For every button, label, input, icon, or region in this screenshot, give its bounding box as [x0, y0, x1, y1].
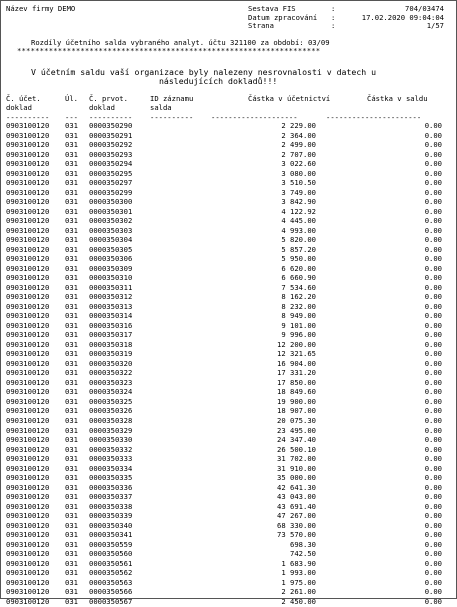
amount-accounting-cell: 7 534.60 — [281, 282, 316, 292]
warning-message-line2: následujících dokladů!!! — [159, 76, 278, 86]
primary-doc-cell: 0000350337 — [89, 492, 133, 502]
col-header-amount-balance — [367, 95, 428, 104]
primary-doc-cell: 0000350295 — [89, 168, 133, 178]
ul-cell: 031 — [65, 501, 78, 511]
amount-accounting-cell: 24 347.40 — [277, 435, 316, 445]
ul-cell: 031 — [65, 254, 78, 264]
ul-cell: 031 — [65, 520, 78, 530]
primary-doc-cell: 0000350559 — [89, 539, 133, 549]
amount-accounting-cell: 20 075.30 — [277, 415, 316, 425]
doc-number-cell: 0903100120 — [6, 396, 50, 406]
amount-accounting-cell: 4 122.92 — [281, 206, 316, 216]
primary-doc-cell: 0000350338 — [89, 501, 133, 511]
amount-balance-cell: 0.00 — [424, 320, 442, 330]
doc-number-cell: 0903100120 — [6, 216, 50, 226]
ul-cell: 031 — [65, 235, 78, 245]
date-label: Datum zpracování — [248, 12, 318, 22]
ul-cell: 031 — [65, 311, 78, 321]
doc-number-cell: 0903100120 — [6, 501, 50, 511]
amount-balance-cell: 0.00 — [424, 482, 442, 492]
doc-number-cell: 0903100120 — [6, 225, 50, 235]
amount-accounting-cell: 23 495.00 — [277, 425, 316, 435]
amount-balance-cell: 0.00 — [424, 292, 442, 302]
col-header-amount-accounting-line1: Částka v účetnictví — [248, 94, 331, 103]
ul-cell: 031 — [65, 587, 78, 597]
primary-doc-cell: 0000350304 — [89, 235, 133, 245]
amount-balance-cell: 0.00 — [424, 473, 442, 483]
amount-accounting-cell: 3 080.00 — [281, 168, 316, 178]
report-value: 704/03474 — [405, 4, 444, 13]
doc-number-cell: 0903100120 — [6, 425, 50, 435]
doc-number-cell: 0903100120 — [6, 539, 50, 549]
ul-cell: 031 — [65, 282, 78, 292]
warning-message-line1: V účetním saldu vaší organizace byly nalezeny nesrovnalosti v datech u — [31, 67, 377, 77]
doc-number-cell: 0903100120 — [6, 330, 50, 340]
amount-balance-cell: 0.00 — [424, 349, 442, 359]
doc-number-cell: 0903100120 — [6, 482, 50, 492]
amount-accounting-cell: 4 445.00 — [281, 216, 316, 226]
doc-number-cell: 0903100120 — [6, 301, 50, 311]
doc-number-cell: 0903100120 — [6, 435, 50, 445]
ul-cell: 031 — [65, 596, 78, 606]
col-rule: ---------- — [150, 114, 194, 122]
amount-balance-cell: 0.00 — [424, 501, 442, 511]
amount-accounting-cell: 12 321.65 — [277, 349, 316, 359]
amount-balance-cell: 0.00 — [424, 339, 442, 349]
doc-number-cell: 0903100120 — [6, 130, 50, 140]
date-row — [248, 14, 444, 23]
doc-number-cell: 0903100120 — [6, 368, 50, 378]
doc-number-cell: 0903100120 — [6, 244, 50, 254]
doc-number-cell: 0903100120 — [6, 187, 50, 197]
doc-number-cell: 0903100120 — [6, 406, 50, 416]
col-header-ul — [65, 95, 78, 104]
primary-doc-cell: 0000350316 — [89, 320, 133, 330]
col-header-amount-balance-line1: Částka v saldu — [367, 94, 428, 103]
col-rule: -------------------- — [211, 114, 298, 122]
primary-doc-cell: 0000350560 — [89, 549, 133, 559]
ul-cell: 031 — [65, 159, 78, 169]
primary-doc-cell: 0000350293 — [89, 149, 133, 159]
doc-number-cell: 0903100120 — [6, 206, 50, 216]
amount-balance-cell: 0.00 — [424, 235, 442, 245]
col-header-id — [150, 95, 193, 112]
separator: : — [331, 12, 336, 22]
amount-accounting-cell: 2 261.00 — [281, 587, 316, 597]
amount-balance-cell: 0.00 — [424, 406, 442, 416]
report-label: Sestava FIS — [248, 4, 296, 13]
doc-number-cell: 0903100120 — [6, 577, 50, 587]
amount-accounting-cell: 2 364.00 — [281, 130, 316, 140]
amount-accounting-cell: 5 820.00 — [281, 235, 316, 245]
amount-balance-cell: 0.00 — [424, 178, 442, 188]
ul-cell: 031 — [65, 549, 78, 559]
doc-number-cell: 0903100120 — [6, 558, 50, 568]
amount-balance-cell: 0.00 — [424, 435, 442, 445]
doc-number-cell: 0903100120 — [6, 492, 50, 502]
doc-number-cell: 0903100120 — [6, 273, 50, 283]
doc-number-cell: 0903100120 — [6, 159, 50, 169]
amount-balance-cell: 0.00 — [424, 168, 442, 178]
amount-accounting-cell: 43 691.40 — [277, 501, 316, 511]
amount-balance-cell: 0.00 — [424, 463, 442, 473]
primary-doc-cell: 0000350310 — [89, 273, 133, 283]
doc-number-cell: 0903100120 — [6, 454, 50, 464]
col-header-doc — [6, 95, 41, 112]
doc-number-cell: 0903100120 — [6, 235, 50, 245]
primary-doc-cell: 0000350333 — [89, 454, 133, 464]
col-header-prim — [89, 95, 128, 112]
amount-accounting-cell: 742.50 — [290, 549, 316, 559]
ul-cell: 031 — [65, 178, 78, 188]
doc-number-cell: 0903100120 — [6, 549, 50, 559]
ul-cell: 031 — [65, 339, 78, 349]
ul-cell: 031 — [65, 349, 78, 359]
col-rule: --- — [65, 114, 78, 122]
ul-cell: 031 — [65, 454, 78, 464]
doc-number-cell: 0903100120 — [6, 463, 50, 473]
date-value: 17.02.2020 09:04:04 — [361, 12, 444, 22]
amount-accounting-cell: 12 200.00 — [277, 339, 316, 349]
ul-cell: 031 — [65, 187, 78, 197]
amount-accounting-cell: 2 707.00 — [281, 149, 316, 159]
doc-number-cell: 0903100120 — [6, 339, 50, 349]
primary-doc-cell: 0000350563 — [89, 577, 133, 587]
ul-cell: 031 — [65, 539, 78, 549]
primary-doc-cell: 0000350318 — [89, 339, 133, 349]
ul-cell: 031 — [65, 301, 78, 311]
amount-balance-cell: 0.00 — [424, 444, 442, 454]
ul-cell: 031 — [65, 149, 78, 159]
page-row — [248, 22, 444, 31]
primary-doc-cell: 0000350313 — [89, 301, 133, 311]
ul-cell: 031 — [65, 263, 78, 273]
amount-balance-cell: 0.00 — [424, 511, 442, 521]
primary-doc-cell: 0000350341 — [89, 530, 133, 540]
doc-number-cell: 0903100120 — [6, 263, 50, 273]
amount-accounting-cell: 1 993.00 — [281, 568, 316, 578]
primary-doc-cell: 0000350291 — [89, 130, 133, 140]
primary-doc-cell: 0000350292 — [89, 140, 133, 150]
amount-balance-cell: 0.00 — [424, 197, 442, 207]
primary-doc-cell: 0000350320 — [89, 358, 133, 368]
primary-doc-cell: 0000350336 — [89, 482, 133, 492]
col-header-prim-line1: Č. prvot. — [89, 94, 128, 103]
ul-cell: 031 — [65, 387, 78, 397]
amount-balance-cell: 0.00 — [424, 454, 442, 464]
ul-cell: 031 — [65, 435, 78, 445]
ul-cell: 031 — [65, 216, 78, 226]
doc-number-cell: 0903100120 — [6, 140, 50, 150]
ul-cell: 031 — [65, 377, 78, 387]
doc-number-cell: 0903100120 — [6, 415, 50, 425]
amount-accounting-cell: 31 702.00 — [277, 454, 316, 464]
amount-balance-cell: 0.00 — [424, 549, 442, 559]
primary-doc-cell: 0000350561 — [89, 558, 133, 568]
amount-accounting-cell: 3 749.00 — [281, 187, 316, 197]
amount-accounting-cell: 42 641.30 — [277, 482, 316, 492]
amount-accounting-cell: 68 330.00 — [277, 520, 316, 530]
amount-accounting-cell: 3 842.90 — [281, 197, 316, 207]
primary-doc-cell: 0000350297 — [89, 178, 133, 188]
amount-accounting-cell: 18 907.00 — [277, 406, 316, 416]
ul-cell: 031 — [65, 425, 78, 435]
primary-doc-cell: 0000350339 — [89, 511, 133, 521]
primary-doc-cell: 0000350299 — [89, 187, 133, 197]
firm-name: Název firmy DEMO — [6, 4, 76, 13]
ul-cell: 031 — [65, 530, 78, 540]
primary-doc-cell: 0000350314 — [89, 311, 133, 321]
data-table-body — [1, 122, 456, 607]
amount-balance-cell: 0.00 — [424, 206, 442, 216]
amount-accounting-cell: 47 267.00 — [277, 511, 316, 521]
amount-accounting-cell: 2 499.00 — [281, 140, 316, 150]
ul-cell: 031 — [65, 330, 78, 340]
primary-doc-cell: 0000350329 — [89, 425, 133, 435]
doc-number-cell: 0903100120 — [6, 387, 50, 397]
primary-doc-cell: 0000350324 — [89, 387, 133, 397]
amount-balance-cell: 0.00 — [424, 568, 442, 578]
amount-accounting-cell: 9 101.00 — [281, 320, 316, 330]
amount-balance-cell: 0.00 — [424, 140, 442, 150]
primary-doc-cell: 0000350311 — [89, 282, 133, 292]
doc-number-cell: 0903100120 — [6, 168, 50, 178]
ul-cell: 031 — [65, 206, 78, 216]
ul-cell: 031 — [65, 463, 78, 473]
doc-number-cell: 0903100120 — [6, 349, 50, 359]
doc-number-cell: 0903100120 — [6, 596, 50, 606]
ul-cell: 031 — [65, 273, 78, 283]
doc-number-cell: 0903100120 — [6, 121, 50, 130]
amount-balance-cell: 0.00 — [424, 358, 442, 368]
primary-doc-cell: 0000350567 — [89, 596, 133, 606]
amount-accounting-cell: 6 620.00 — [281, 263, 316, 273]
amount-accounting-cell: 19 900.00 — [277, 396, 316, 406]
col-rule: ---------------------- — [326, 114, 422, 122]
amount-accounting-cell: 8 232.00 — [281, 301, 316, 311]
col-header-doc-line1: Č. účet. — [6, 94, 41, 103]
separator: : — [331, 4, 336, 13]
ul-cell: 031 — [65, 130, 78, 140]
primary-doc-cell: 0000350319 — [89, 349, 133, 359]
ul-cell: 031 — [65, 558, 78, 568]
primary-doc-cell: 0000350335 — [89, 473, 133, 483]
primary-doc-cell: 0000350294 — [89, 159, 133, 169]
primary-doc-cell: 0000350322 — [89, 368, 133, 378]
amount-balance-cell: 0.00 — [424, 558, 442, 568]
col-header-amount-accounting — [248, 95, 330, 104]
doc-number-cell: 0903100120 — [6, 197, 50, 207]
amount-balance-cell: 0.00 — [424, 121, 442, 130]
ul-cell: 031 — [65, 444, 78, 454]
primary-doc-cell: 0000350317 — [89, 330, 133, 340]
ul-cell: 031 — [65, 415, 78, 425]
primary-doc-cell: 0000350300 — [89, 197, 133, 207]
primary-doc-cell: 0000350334 — [89, 463, 133, 473]
amount-balance-cell: 0.00 — [424, 596, 442, 606]
primary-doc-cell: 0000350323 — [89, 377, 133, 387]
amount-accounting-cell: 3 022.60 — [281, 159, 316, 169]
ul-cell: 031 — [65, 225, 78, 235]
amount-accounting-cell: 16 904.00 — [277, 358, 316, 368]
ul-cell: 031 — [65, 396, 78, 406]
amount-accounting-cell: 2 450.00 — [281, 596, 316, 606]
amount-balance-cell: 0.00 — [424, 415, 442, 425]
amount-accounting-cell: 5 950.00 — [281, 254, 316, 264]
amount-balance-cell: 0.00 — [424, 225, 442, 235]
doc-number-cell: 0903100120 — [6, 282, 50, 292]
primary-doc-cell: 0000350332 — [89, 444, 133, 454]
amount-balance-cell: 0.00 — [424, 254, 442, 264]
amount-accounting-cell: 6 660.90 — [281, 273, 316, 283]
doc-number-cell: 0903100120 — [6, 178, 50, 188]
amount-accounting-cell: 35 000.00 — [277, 473, 316, 483]
primary-doc-cell: 0000350340 — [89, 520, 133, 530]
primary-doc-cell: 0000350309 — [89, 263, 133, 273]
doc-number-cell: 0903100120 — [6, 377, 50, 387]
page-value: 1/57 — [426, 21, 444, 31]
ul-cell: 031 — [65, 358, 78, 368]
amount-balance-cell: 0.00 — [424, 130, 442, 140]
report-title: Rozdíly účetního salda vybraného analyt. účtu 321100 za období: 03/09 — [31, 38, 330, 47]
amount-balance-cell: 0.00 — [424, 263, 442, 273]
ul-cell: 031 — [65, 320, 78, 330]
doc-number-cell: 0903100120 — [6, 473, 50, 483]
col-rule: ---------- — [6, 114, 50, 122]
amount-balance-cell: 0.00 — [424, 587, 442, 597]
star-divider: ******************************************************************* — [17, 46, 321, 55]
amount-balance-cell: 0.00 — [424, 311, 442, 321]
primary-doc-cell: 0000350302 — [89, 216, 133, 226]
ul-cell: 031 — [65, 197, 78, 207]
amount-accounting-cell: 17 850.00 — [277, 377, 316, 387]
amount-balance-cell: 0.00 — [424, 539, 442, 549]
ul-cell: 031 — [65, 482, 78, 492]
amount-balance-cell: 0.00 — [424, 159, 442, 169]
separator: : — [331, 21, 336, 31]
amount-balance-cell: 0.00 — [424, 301, 442, 311]
primary-doc-cell: 0000350305 — [89, 244, 133, 254]
col-header-doc-line2: doklad — [6, 102, 32, 112]
amount-accounting-cell: 8 949.00 — [281, 311, 316, 321]
ul-cell: 031 — [65, 568, 78, 578]
amount-balance-cell: 0.00 — [424, 492, 442, 502]
amount-accounting-cell: 5 857.20 — [281, 244, 316, 254]
amount-accounting-cell: 18 849.60 — [277, 387, 316, 397]
amount-balance-cell: 0.00 — [424, 282, 442, 292]
doc-number-cell: 0903100120 — [6, 149, 50, 159]
ul-cell: 031 — [65, 168, 78, 178]
amount-balance-cell: 0.00 — [424, 396, 442, 406]
primary-doc-cell: 0000350562 — [89, 568, 133, 578]
doc-number-cell: 0903100120 — [6, 320, 50, 330]
ul-cell: 031 — [65, 577, 78, 587]
doc-number-cell: 0903100120 — [6, 254, 50, 264]
primary-doc-cell: 0000350303 — [89, 225, 133, 235]
ul-cell: 031 — [65, 473, 78, 483]
amount-balance-cell: 0.00 — [424, 330, 442, 340]
report-meta — [248, 5, 444, 31]
ul-cell: 031 — [65, 406, 78, 416]
primary-doc-cell: 0000350301 — [89, 206, 133, 216]
doc-number-cell: 0903100120 — [6, 520, 50, 530]
amount-accounting-cell: 1 975.00 — [281, 577, 316, 587]
primary-doc-cell: 0000350330 — [89, 435, 133, 445]
amount-accounting-cell: 43 043.00 — [277, 492, 316, 502]
doc-number-cell: 0903100120 — [6, 311, 50, 321]
table-row — [1, 598, 456, 607]
amount-accounting-cell: 8 162.20 — [281, 292, 316, 302]
ul-cell: 031 — [65, 492, 78, 502]
primary-doc-cell: 0000350306 — [89, 254, 133, 264]
col-rule: ---------- — [89, 114, 133, 122]
amount-balance-cell: 0.00 — [424, 387, 442, 397]
amount-balance-cell: 0.00 — [424, 530, 442, 540]
amount-balance-cell: 0.00 — [424, 244, 442, 254]
doc-number-cell: 0903100120 — [6, 511, 50, 521]
col-header-id-line1: ID záznamu — [150, 94, 194, 103]
ul-cell: 031 — [65, 121, 78, 130]
amount-accounting-cell: 73 570.00 — [277, 530, 316, 540]
amount-balance-cell: 0.00 — [424, 368, 442, 378]
ul-cell: 031 — [65, 244, 78, 254]
ul-cell: 031 — [65, 511, 78, 521]
amount-balance-cell: 0.00 — [424, 425, 442, 435]
amount-accounting-cell: 2 229.00 — [281, 121, 316, 130]
amount-balance-cell: 0.00 — [424, 149, 442, 159]
doc-number-cell: 0903100120 — [6, 587, 50, 597]
primary-doc-cell: 0000350312 — [89, 292, 133, 302]
amount-accounting-cell: 698.30 — [290, 539, 316, 549]
amount-accounting-cell: 9 996.00 — [281, 330, 316, 340]
col-header-ul-line1: Úl. — [65, 94, 78, 103]
doc-number-cell: 0903100120 — [6, 568, 50, 578]
col-header-prim-line2: doklad — [89, 102, 115, 112]
amount-accounting-cell: 17 331.20 — [277, 368, 316, 378]
doc-number-cell: 0903100120 — [6, 292, 50, 302]
doc-number-cell: 0903100120 — [6, 358, 50, 368]
amount-accounting-cell: 31 910.00 — [277, 463, 316, 473]
ul-cell: 031 — [65, 140, 78, 150]
amount-balance-cell: 0.00 — [424, 520, 442, 530]
amount-balance-cell: 0.00 — [424, 273, 442, 283]
primary-doc-cell: 0000350290 — [89, 121, 133, 130]
ul-cell: 031 — [65, 292, 78, 302]
primary-doc-cell: 0000350328 — [89, 415, 133, 425]
amount-balance-cell: 0.00 — [424, 216, 442, 226]
primary-doc-cell: 0000350566 — [89, 587, 133, 597]
amount-accounting-cell: 1 683.90 — [281, 558, 316, 568]
ul-cell: 031 — [65, 368, 78, 378]
primary-doc-cell: 0000350326 — [89, 406, 133, 416]
col-header-id-line2: salda — [150, 102, 172, 112]
page-label: Strana — [248, 21, 274, 31]
amount-accounting-cell: 26 500.10 — [277, 444, 316, 454]
doc-number-cell: 0903100120 — [6, 530, 50, 540]
amount-balance-cell: 0.00 — [424, 187, 442, 197]
doc-number-cell: 0903100120 — [6, 444, 50, 454]
amount-accounting-cell: 4 993.00 — [281, 225, 316, 235]
amount-accounting-cell: 3 510.50 — [281, 178, 316, 188]
primary-doc-cell: 0000350325 — [89, 396, 133, 406]
amount-balance-cell: 0.00 — [424, 577, 442, 587]
amount-balance-cell: 0.00 — [424, 377, 442, 387]
